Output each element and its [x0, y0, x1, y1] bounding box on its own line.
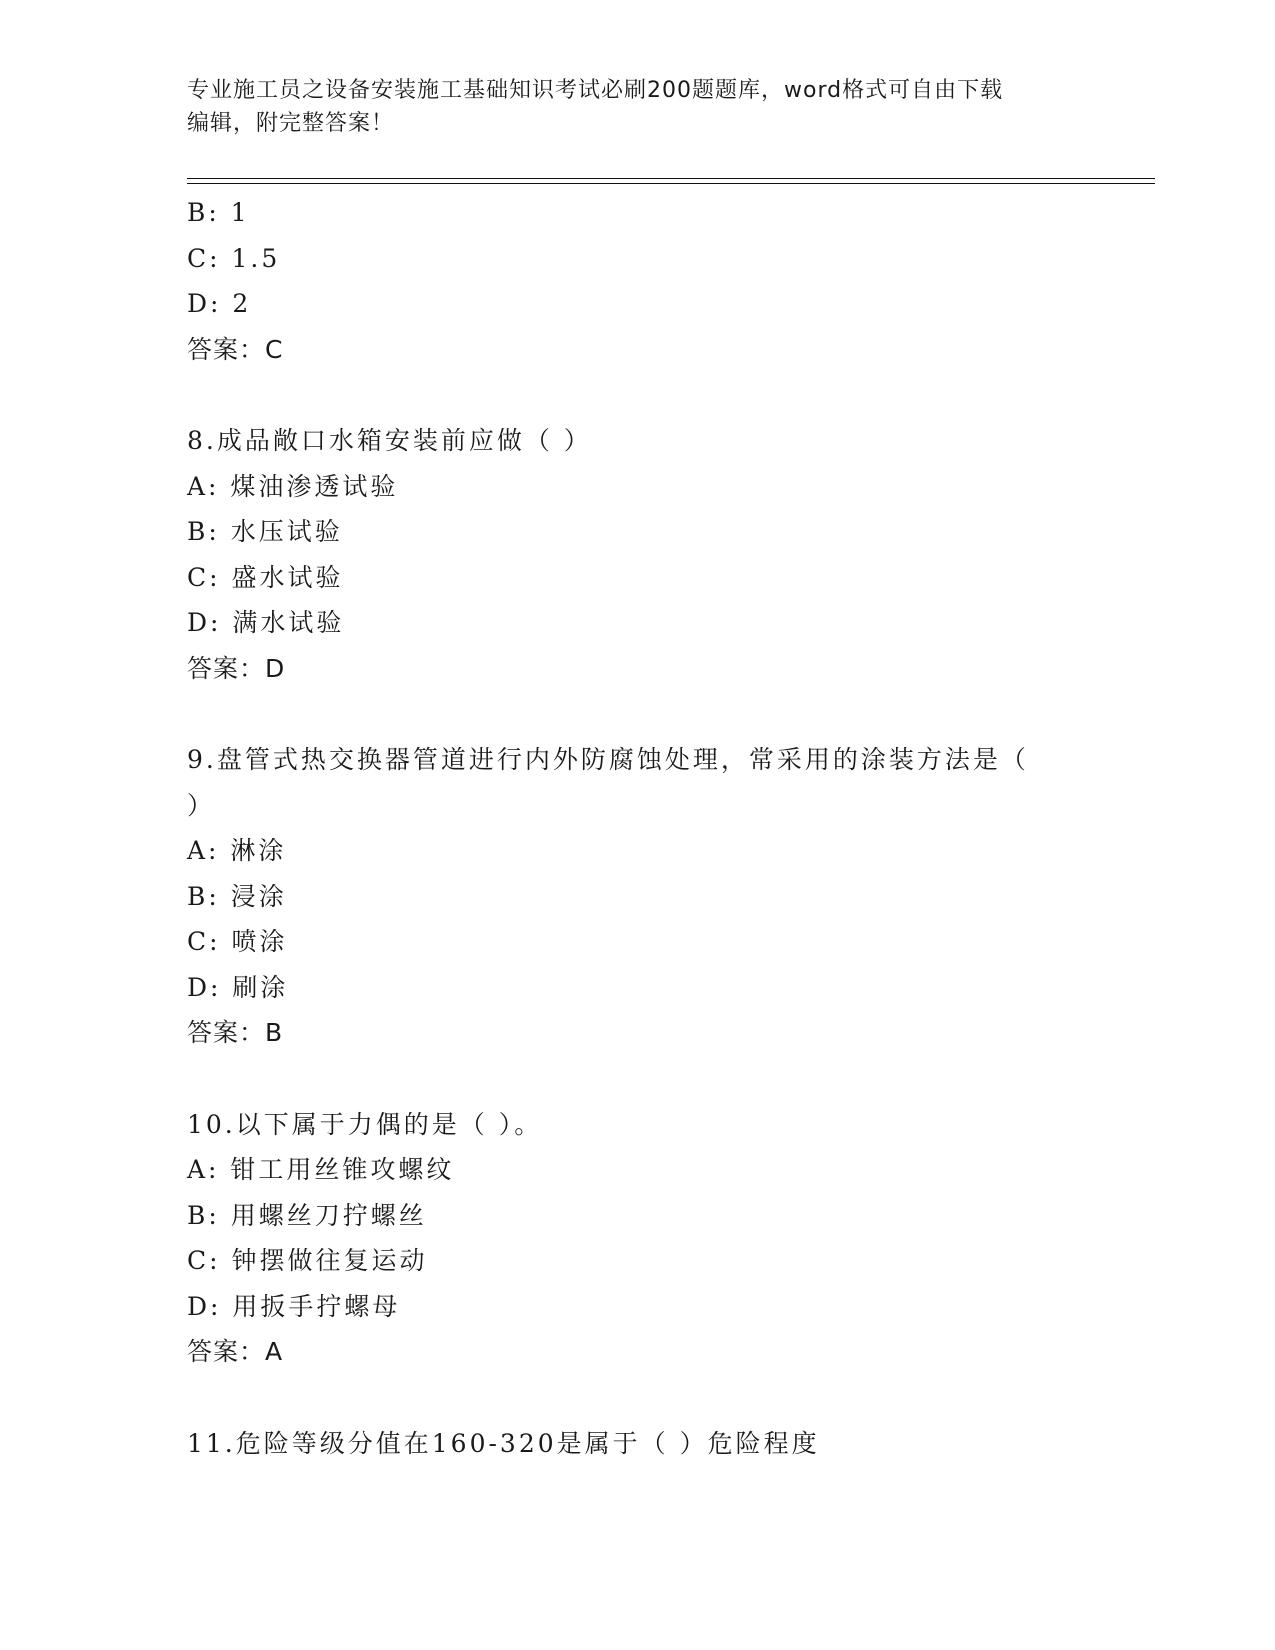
- question-8: [187, 418, 1087, 691]
- answer-label: 答案：C: [187, 334, 284, 364]
- option-b: B: 用螺丝刀拧螺丝: [187, 1200, 427, 1230]
- option-b: B: 水压试验: [187, 517, 343, 546]
- question-stem: 8.成品敞口水箱安装前应做（ ）: [187, 426, 592, 455]
- header-divider-bottom: [187, 183, 1155, 184]
- question-11: [187, 1421, 1087, 1467]
- question-9: [187, 737, 1087, 1056]
- option-d: D: 2: [187, 289, 252, 318]
- option-d: D: 满水试验: [187, 608, 345, 637]
- option-a: A: 煤油渗透试验: [187, 471, 399, 501]
- question-10: [187, 1102, 1087, 1375]
- question-stem: 11.危险等级分值在160-320是属于（ ）危险程度: [187, 1428, 820, 1458]
- option-a: A: 钳工用丝锥攻螺纹: [187, 1155, 455, 1184]
- option-c: C: 盛水试验: [187, 562, 344, 592]
- option-b: B: 1: [187, 198, 250, 227]
- option-d: D: 用扳手拧螺母: [187, 1291, 401, 1321]
- document-body: [187, 190, 1087, 1466]
- option-b: B: 浸涂: [187, 881, 287, 911]
- option-d: D: 刷涂: [187, 972, 289, 1002]
- option-c: C: 1.5: [187, 243, 281, 273]
- answer-label: 答案：B: [187, 1018, 284, 1047]
- header-divider-top: [187, 178, 1155, 179]
- question-stem-line-1: 9.盘管式热交换器管道进行内外防腐蚀处理，常采用的涂装方法是（: [187, 745, 1029, 774]
- option-c: C: 钟摆做往复运动: [187, 1246, 428, 1275]
- answer-label: 答案：A: [187, 1337, 284, 1366]
- question-7-continuation: [187, 190, 1087, 372]
- header-title-line-1: 专业施工员之设备安装施工基础知识考试必刷200题题库，word格式可自由下载: [187, 78, 1004, 103]
- option-c: C: 喷涂: [187, 927, 288, 956]
- option-a: A: 淋涂: [187, 836, 287, 865]
- header-title-line-2: 编辑，附完整答案！: [187, 111, 395, 136]
- question-stem: 10.以下属于力偶的是（ ）。: [187, 1109, 543, 1139]
- answer-label: 答案：D: [187, 653, 286, 683]
- question-stem-line-2: ）: [187, 790, 216, 820]
- document-header: [187, 74, 1087, 140]
